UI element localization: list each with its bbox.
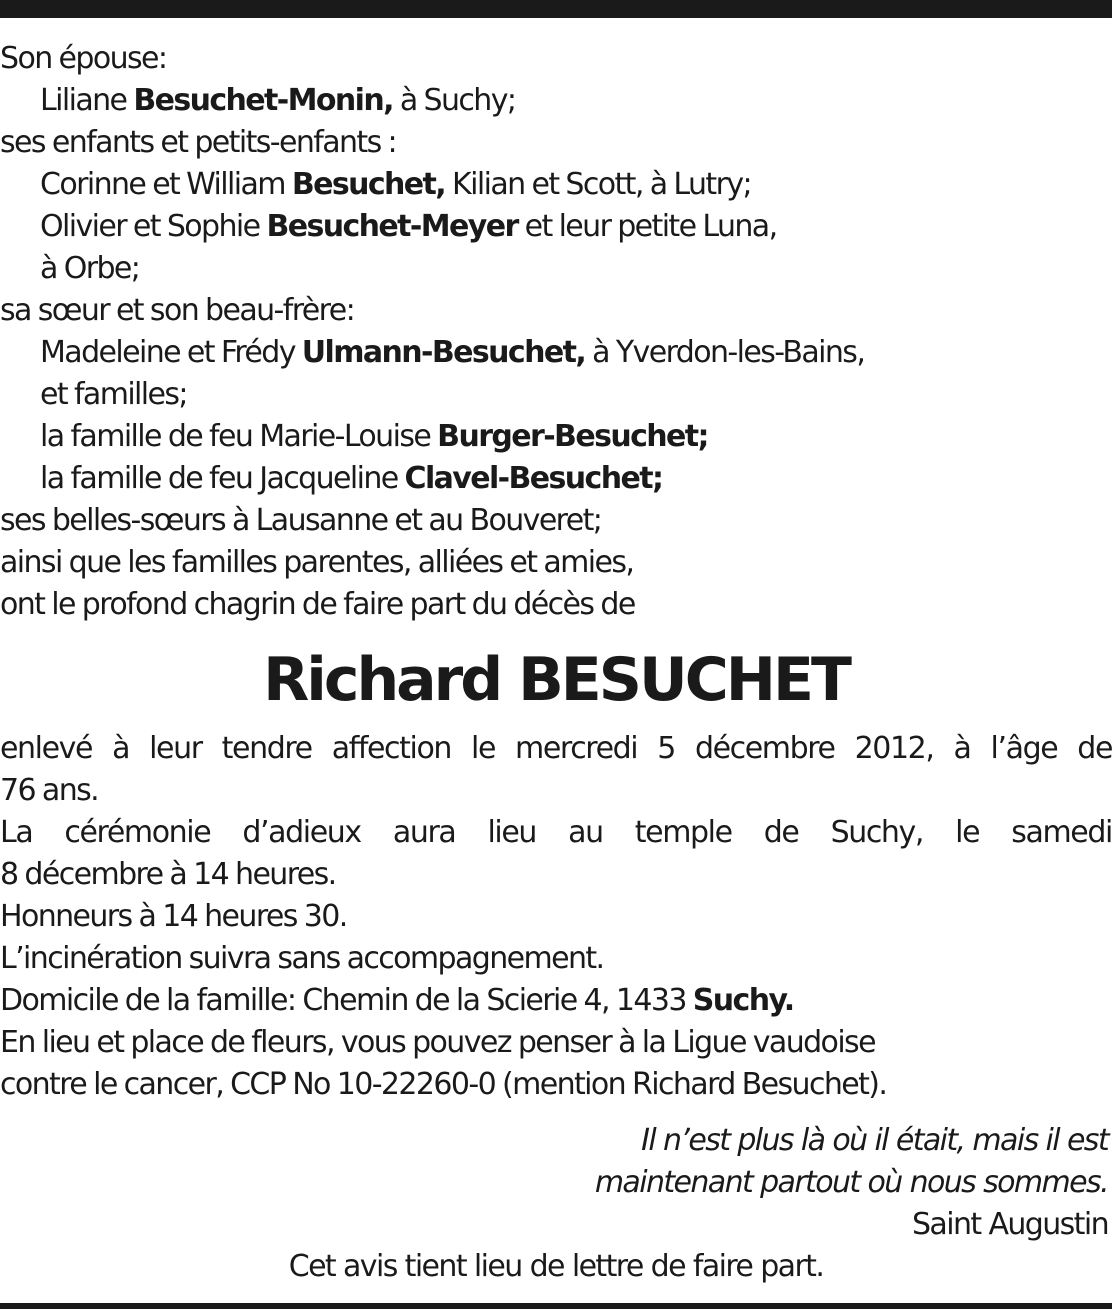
domicile-line — [0, 980, 1112, 1022]
child1-line — [0, 164, 1112, 206]
death-line-word: 2012, — [854, 731, 934, 766]
family1-line — [0, 416, 1112, 458]
death-line-word: 5 — [657, 731, 675, 766]
sister-families: et familles; — [40, 377, 187, 412]
spouse-header: Son épouse: — [0, 41, 167, 76]
sister-line — [0, 332, 1112, 374]
family2-line — [0, 458, 1112, 500]
child2-first: Olivier et Sophie — [40, 209, 260, 244]
death-line-word: décembre — [694, 731, 835, 766]
death-line-word: affection — [331, 731, 452, 766]
child2-line — [0, 206, 1112, 248]
ceremony-line-word: aura — [392, 815, 456, 850]
ceremony-line-word: lieu — [487, 815, 536, 850]
ceremony-line-word: samedi — [1011, 815, 1112, 850]
death-line-word: à — [112, 731, 130, 766]
spouse-line — [0, 80, 1112, 122]
child1-first: Corinne et William — [40, 167, 285, 202]
family1-surname: Burger-Besuchet; — [437, 419, 708, 454]
quote-line-2: maintenant partout où nous sommes. — [594, 1165, 1108, 1200]
child2-rest: et leur petite Luna, — [517, 209, 777, 244]
ceremony-line-2: 8 décembre à 14 heures. — [0, 857, 336, 892]
top-border-rule — [0, 0, 1112, 18]
family2-surname: Clavel-Besuchet; — [404, 461, 663, 496]
sister-header: sa sœur et son beau-frère: — [0, 293, 355, 328]
death-line-word: de — [1077, 731, 1112, 766]
ceremony-line-word: temple — [634, 815, 732, 850]
flowers-line-2: contre le cancer, CCP No 10-22260-0 (mention Richard Besuchet). — [0, 1067, 887, 1102]
sister-rest: à Yverdon-les-Bains, — [585, 335, 865, 370]
child2-place: à Orbe; — [40, 251, 140, 286]
death-line-1 — [0, 728, 1112, 770]
family2-first: la famille de feu Jacqueline — [40, 461, 398, 496]
ceremony-line-word: cérémonie — [64, 815, 211, 850]
ceremony-line-1 — [0, 812, 1112, 854]
child1-rest: Kilian et Scott, à Lutry; — [445, 167, 751, 202]
death-line-word: l’âge — [990, 731, 1058, 766]
domicile-town: Suchy. — [692, 983, 794, 1018]
children-header: ses enfants et petits-enfants : — [0, 125, 397, 160]
child2-surname: Besuchet-Meyer — [266, 209, 518, 244]
inlaws-line: ses belles-sœurs à Lausanne et au Bouveret; — [0, 503, 602, 538]
spouse-surname: Besuchet-Monin, — [133, 83, 393, 118]
sister-first: Madeleine et Frédy — [40, 335, 295, 370]
sister-surname: Ulmann-Besuchet, — [301, 335, 586, 370]
cremation-line: L’incinération suivra sans accompagnement. — [0, 941, 604, 976]
family1-first: la famille de feu Marie-Louise — [40, 419, 431, 454]
relatives-line: ainsi que les familles parentes, alliées et amies, — [0, 545, 634, 580]
ceremony-line-word: au — [568, 815, 603, 850]
death-line-word: tendre — [221, 731, 312, 766]
quote-line-1: Il n’est plus là où il était, mais il est — [641, 1123, 1108, 1158]
death-line-word: mercredi — [515, 731, 638, 766]
ceremony-line-word: La — [0, 815, 33, 850]
deceased-name: Richard BESUCHET — [263, 645, 849, 715]
honors-line: Honneurs à 14 heures 30. — [0, 899, 347, 934]
quote-author: Saint Augustin — [911, 1207, 1108, 1242]
spouse-first: Liliane — [40, 83, 127, 118]
death-line-word: leur — [149, 731, 202, 766]
death-line-word: enlevé — [0, 731, 93, 766]
bottom-border-rule — [0, 1303, 1112, 1309]
domicile-text: Domicile de la famille: Chemin de la Scierie 4, 1433 — [0, 983, 686, 1018]
ceremony-line-word: Suchy, — [830, 815, 924, 850]
child1-surname: Besuchet, — [291, 167, 446, 202]
ceremony-line-word: de — [763, 815, 799, 850]
spouse-place: à Suchy; — [392, 83, 516, 118]
ceremony-line-word: d’adieux — [242, 815, 361, 850]
death-line-word: le — [471, 731, 496, 766]
death-line-word: à — [953, 731, 971, 766]
ceremony-line-word: le — [955, 815, 980, 850]
announce-line: ont le profond chagrin de faire part du décès de — [0, 587, 635, 622]
footer-notice: Cet avis tient lieu de lettre de faire part. — [288, 1249, 824, 1284]
death-line-2: 76 ans. — [0, 773, 99, 808]
flowers-line-1: En lieu et place de fleurs, vous pouvez penser à la Ligue vaudoise — [0, 1025, 875, 1060]
